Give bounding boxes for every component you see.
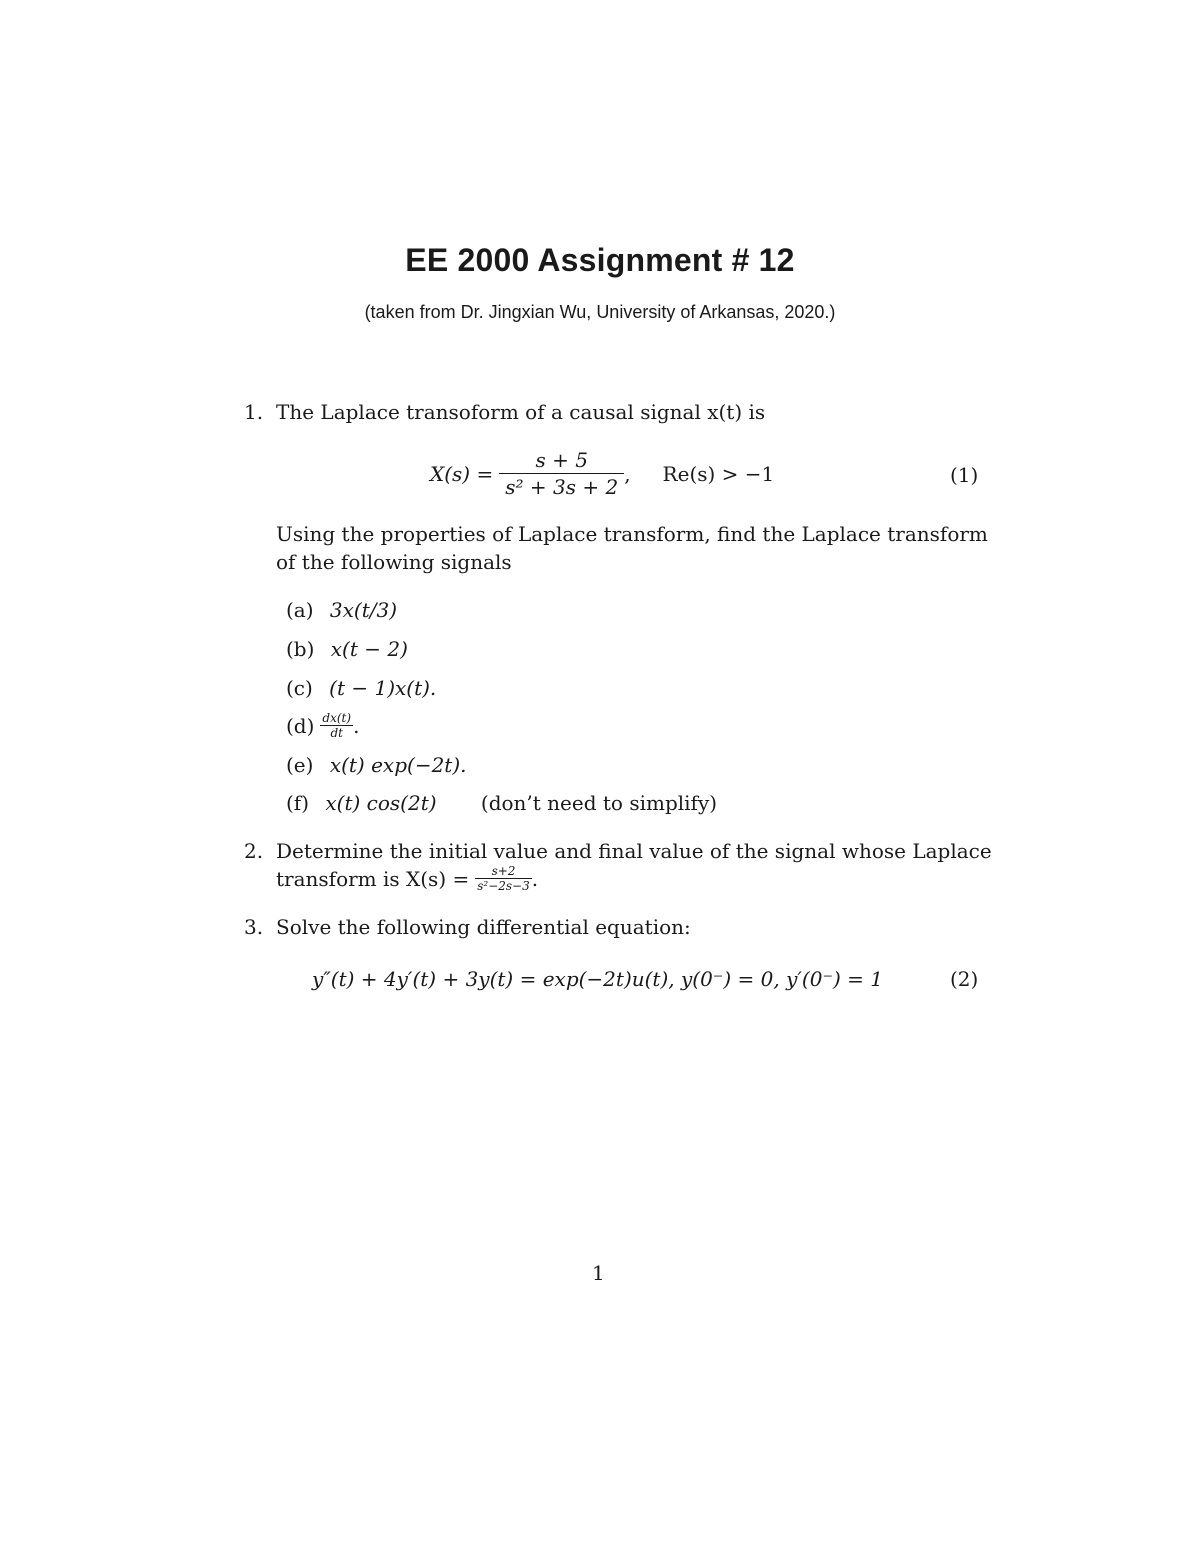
equation-1-lhs: X(s) = [430,461,494,486]
part-c-expr: (t − 1)x(t). [329,676,437,700]
problem-2-numerator: s+2 [491,864,516,878]
problem-2-line-1: Determine the initial value and final value of the signal whose Laplace [276,839,992,863]
equation-1-label: (1) [950,463,979,487]
part-d-suffix: . [353,713,360,738]
problem-2-line-2 [276,864,538,893]
part-d [286,711,359,740]
equation-1-fraction [499,447,624,500]
problem-2-fraction [475,864,532,893]
part-c-label: (c) [286,676,313,700]
part-f-note: (don’t need to simplify) [480,791,718,815]
equation-2: y″(t) + 4y′(t) + 3y(t) = exp(−2t)u(t), y(0⁻) = 0, y′(0⁻) = 1 [312,967,884,991]
equation-1: X(s) = $\frac{s + 5}{\text{s² + 3s + 2}}$ , Re(s) > −1 [430,448,775,499]
page-subtitle: (taken from Dr. Jingxian Wu, University of Arkansas, 2020.) [364,302,836,322]
problem-2-line-2-prefix: transform is X(s) = [276,866,470,891]
part-f-expr: x(t) cos(2t) [325,791,437,815]
part-d-numerator: dx(t) [322,711,352,725]
part-a-expr: 3x(t/3) [329,598,397,622]
part-b-label: (b) [286,637,315,661]
part-e-label: (e) [286,753,314,777]
problem-1-number: 1. [244,400,264,424]
problem-2-suffix: . [531,866,539,891]
problem-1-intro: The Laplace transoform of a causal signal x(t) is [276,400,766,424]
part-a [286,597,397,623]
part-b-expr: x(t − 2) [330,637,408,661]
part-a-label: (a) [286,598,314,622]
equation-1-numerator: s + 5 [535,448,588,472]
equation-2-label: (2) [950,967,979,991]
problem-2-denominator: s²−2s−3 [477,879,530,893]
equation-1-denominator: s² + 3s + 2 [499,473,624,500]
problem-1-text-line-2: of the following signals [276,550,512,574]
problem-3-text: Solve the following differential equation: [276,915,691,939]
page-number: 1 [592,1261,605,1285]
problem-1-text-line-1: Using the properties of Laplace transform, find the Laplace transform [276,522,988,546]
part-f [286,790,717,816]
problem-3-number: 3. [244,915,264,939]
part-d-denominator: dt [320,725,353,740]
part-c [286,675,436,701]
part-e [286,752,467,778]
part-d-label: (d) [286,713,315,738]
problem-2-number: 2. [244,839,264,863]
part-d-fraction [320,711,353,740]
part-b [286,636,408,662]
equation-1-condition: Re(s) > −1 [662,461,775,486]
part-e-expr: x(t) exp(−2t). [329,753,467,777]
part-f-label: (f) [286,791,310,815]
page-title: EE 2000 Assignment # 12 [405,242,795,278]
